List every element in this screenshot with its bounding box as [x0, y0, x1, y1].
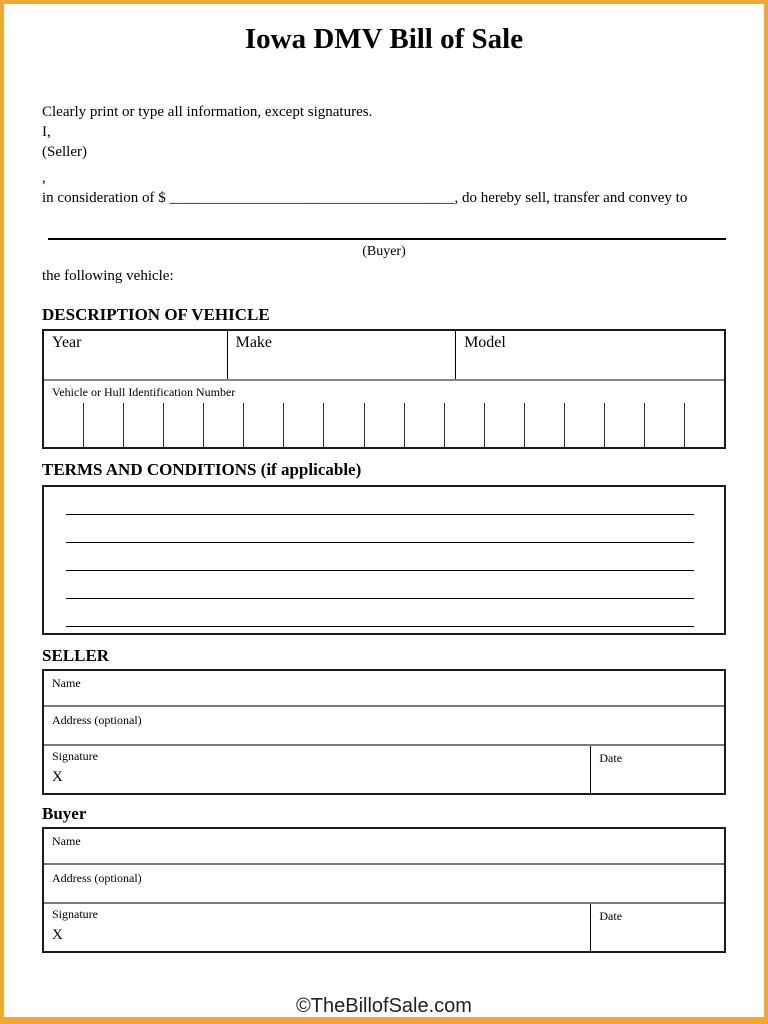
seller-address-label: Address (optional) [52, 713, 142, 727]
model-label: Model [464, 334, 506, 351]
terms-writing-line[interactable] [66, 515, 694, 543]
intro-block [42, 102, 726, 208]
buyer-name-line[interactable] [48, 238, 726, 240]
vin-cell[interactable] [283, 403, 323, 447]
vin-cell[interactable] [684, 403, 724, 447]
seller-date-label: Date [599, 751, 623, 765]
vin-cell-row [44, 403, 724, 447]
buyer-signature-row [44, 902, 724, 951]
buyer-signature-field[interactable] [44, 904, 591, 951]
vin-cell[interactable] [323, 403, 363, 447]
terms-writing-line[interactable] [66, 487, 694, 515]
buyer-signature-x: X [52, 927, 63, 943]
vin-cell[interactable] [163, 403, 203, 447]
vin-cell[interactable] [564, 403, 604, 447]
seller-caption: (Seller) [42, 144, 87, 160]
vin-cell[interactable] [524, 403, 564, 447]
seller-table [42, 669, 726, 795]
buyer-date-label: Date [599, 909, 623, 923]
comma-line: , [42, 170, 46, 186]
buyer-date-field[interactable] [591, 904, 724, 951]
instruction-text: Clearly print or type all information, except signatures. [42, 104, 373, 120]
vehicle-table [42, 329, 726, 449]
year-field[interactable] [44, 331, 228, 379]
vehicle-section-heading: DESCRIPTION OF VEHICLE [42, 305, 270, 324]
terms-writing-line[interactable] [66, 571, 694, 599]
vin-cell[interactable] [644, 403, 684, 447]
seller-name-field[interactable] [44, 671, 724, 705]
vin-cell[interactable] [364, 403, 404, 447]
buyer-section-heading: Buyer [42, 804, 87, 823]
following-vehicle-text: the following vehicle: [42, 268, 174, 284]
vin-cell[interactable] [404, 403, 444, 447]
buyer-table [42, 827, 726, 953]
vin-cell[interactable] [123, 403, 163, 447]
terms-writing-line[interactable] [66, 543, 694, 571]
seller-date-field[interactable] [591, 746, 724, 793]
consideration-line [42, 188, 726, 208]
vehicle-header-row [44, 331, 724, 379]
vin-cell[interactable] [484, 403, 524, 447]
seller-section-heading: SELLER [42, 646, 110, 665]
seller-signature-field[interactable] [44, 746, 591, 793]
year-label: Year [52, 334, 82, 351]
seller-signature-x: X [52, 769, 63, 785]
vin-cell[interactable] [604, 403, 644, 447]
seller-signature-label: Signature [52, 749, 98, 763]
buyer-name-label: Name [52, 834, 81, 848]
seller-signature-row [44, 744, 724, 793]
buyer-caption: (Buyer) [362, 244, 406, 259]
terms-box [42, 485, 726, 635]
vin-cell[interactable] [243, 403, 283, 447]
make-field[interactable] [228, 331, 456, 379]
vin-label: Vehicle or Hull Identification Number [52, 385, 236, 399]
terms-section-heading: TERMS AND CONDITIONS (if applicable) [42, 460, 362, 479]
consideration-prefix: in consideration of $ [42, 190, 170, 206]
consideration-amount-blank[interactable]: ______________________________________ [169, 190, 455, 206]
vin-cell[interactable] [203, 403, 243, 447]
vin-row [44, 379, 724, 447]
model-field[interactable] [456, 331, 724, 379]
page-title: Iowa DMV Bill of Sale [244, 23, 524, 55]
terms-writing-line[interactable] [66, 599, 694, 627]
buyer-address-field[interactable] [44, 863, 724, 902]
footer-credit: ©TheBillofSale.com [296, 995, 472, 1017]
vin-cell[interactable] [83, 403, 123, 447]
vin-cell[interactable] [44, 403, 83, 447]
vin-cell[interactable] [444, 403, 484, 447]
buyer-name-field[interactable] [44, 829, 724, 863]
buyer-signature-label: Signature [52, 907, 98, 921]
seller-address-field[interactable] [44, 705, 724, 744]
buyer-address-label: Address (optional) [52, 871, 142, 885]
pronoun-line: I, [42, 124, 51, 140]
seller-name-label: Name [52, 676, 81, 690]
consideration-suffix: , do hereby sell, transfer and convey to [454, 190, 688, 206]
make-label: Make [235, 334, 273, 351]
